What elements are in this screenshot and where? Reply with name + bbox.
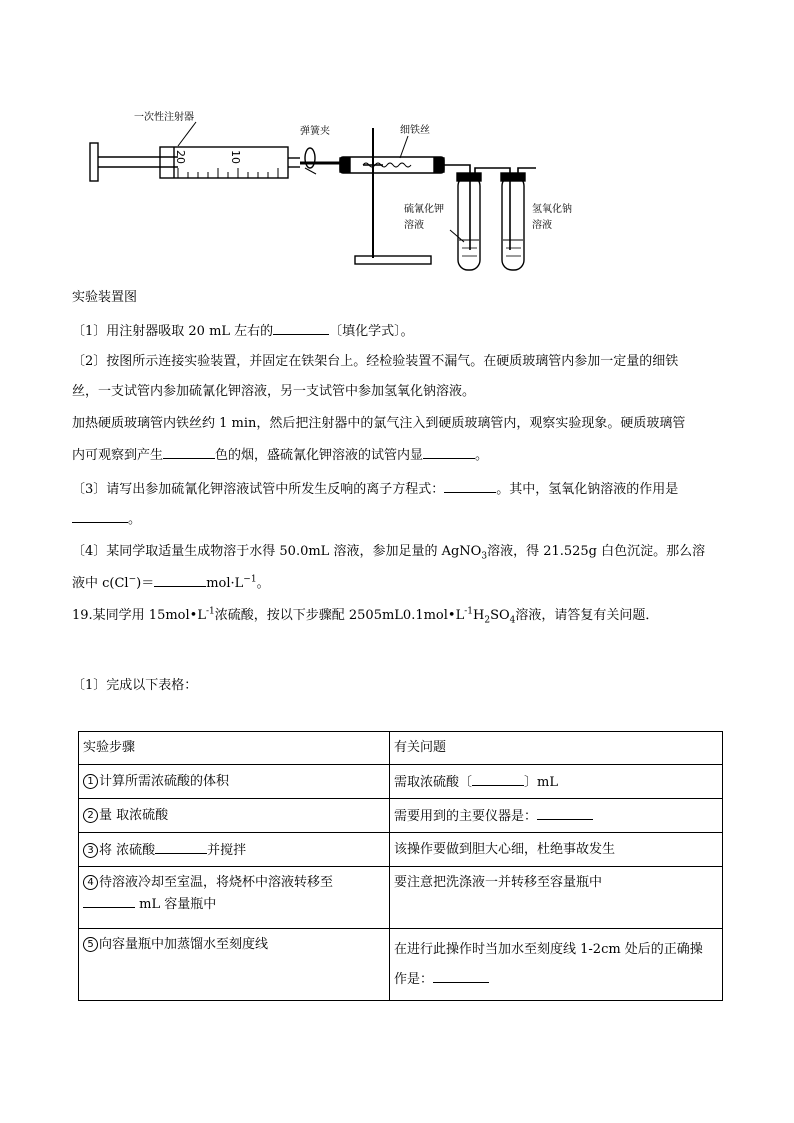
spring-clamp — [305, 148, 315, 168]
table-row — [79, 833, 723, 867]
table-row — [79, 799, 723, 833]
iron-stand-base — [355, 256, 431, 264]
table-row — [79, 867, 723, 929]
question-cell: 在进行此操作时当加水至刻度线 1-2cm 处后的正确操 作是： — [390, 929, 723, 1001]
question-19: 19.某同学用 $15mol•L^{-1}$浓硫酸，按以下步骤配 $2505mL0.1mol•L^{-1}H_2SO_4$溶液，请答复有关问题． — [72, 606, 659, 626]
question-3-line-1: 〔3〕请写出参加硫氰化钾溶液试管中所发生反响的离子方程式： 。其中，氢氧化钠溶液的作用是 — [72, 478, 678, 500]
step-cell: 5 向容量瓶中加蒸馏水至刻度线 — [79, 929, 390, 1001]
experiment-apparatus-figure — [78, 100, 598, 280]
question-cell: 需要用到的主要仪器是： — [390, 799, 723, 833]
question-3-line-2: 。 — [72, 508, 141, 530]
question-cell: 需取浓硫酸〔 〕mL — [390, 765, 723, 799]
header-steps: 实验步骤 — [79, 732, 390, 765]
table-row — [79, 765, 723, 799]
clamp-label: 弹簧夹 — [300, 126, 330, 137]
question-2-line-2: 丝，一支试管内参加硫氰化钾溶液，另一支试管中参加氢氧化钠溶液。 — [72, 384, 476, 399]
step-cell: 2 量 取浓硫酸 — [79, 799, 390, 833]
question-2-line-3: 加热硬质玻璃管内铁丝约 1 min，然后把注射器中的氯气注入到硬质玻璃管内，观察实验现象。硬质玻璃管 — [72, 416, 686, 431]
step-cell: 1 计算所需浓硫酸的体积 — [79, 765, 390, 799]
subquestion-1-title: 〔1〕完成以下表格： — [72, 678, 198, 693]
question-4-line-1: 〔4〕某同学取适量生成物溶于水得 50.0mL 溶液，参加足量的 AgNO$_3$溶液，得 21.525g 白色沉淀。那么溶 — [72, 544, 706, 562]
step-number: 5 — [83, 937, 98, 952]
step-number: 1 — [83, 774, 98, 789]
table-header-row — [79, 732, 723, 765]
question-2-line-1: 〔2〕按图所示连接实验装置，并固定在铁架台上。经检验装置不漏气。在硬质玻璃管内参加一定量的细铁 — [72, 354, 679, 369]
header-questions: 有关问题 — [390, 732, 723, 765]
answer-blank[interactable] — [433, 968, 489, 983]
step-number: 2 — [83, 808, 98, 823]
hard-glass-tube — [340, 157, 444, 173]
step-number: 3 — [83, 843, 98, 858]
scale-label-10: 10 — [229, 150, 242, 164]
syringe-label: 一次性注射器 — [134, 112, 194, 123]
experiment-steps-table — [78, 731, 723, 1001]
kscn-label-line2: 溶液 — [404, 220, 424, 231]
answer-blank[interactable] — [83, 893, 135, 908]
question-2-line-4: 内可观察到产生 色的烟，盛硫氰化钾溶液的试管内显 。 — [72, 444, 488, 466]
answer-blank[interactable] — [444, 478, 496, 493]
syringe-plunger-handle — [90, 143, 98, 181]
answer-blank[interactable] — [537, 805, 593, 820]
naoh-label-line2: 溶液 — [532, 220, 552, 231]
step-cell: 3 将 浓硫酸 并搅拌 — [79, 833, 390, 867]
question-1: 〔1〕用注射器吸取 20 mL 左右的 〔填化学式〕。 — [72, 320, 414, 342]
naoh-label-line1: 氢氧化钠 — [532, 204, 572, 215]
answer-blank[interactable] — [72, 508, 128, 523]
table-row — [79, 929, 723, 1001]
question-cell: 该操作要做到胆大心细，杜绝事故发生 — [390, 833, 723, 867]
question-cell: 要注意把洗涤液一并转移至容量瓶中 — [390, 867, 723, 929]
kscn-label-line1: 硫氰化钾 — [404, 204, 444, 215]
wire-label: 细铁丝 — [400, 125, 430, 136]
step-number: 4 — [83, 875, 98, 890]
step-cell: 4 待溶液冷却至室温，将烧杯中溶液转移至 mL 容量瓶中 — [79, 867, 390, 929]
answer-blank[interactable] — [163, 444, 215, 459]
question-4-line-2: 液中 $c(Cl^-)= mol\cdot L^{-1}$。 — [72, 572, 270, 594]
answer-blank[interactable] — [472, 771, 524, 786]
answer-blank[interactable] — [423, 444, 475, 459]
answer-blank[interactable] — [155, 839, 207, 854]
answer-blank[interactable] — [154, 572, 206, 587]
answer-blank[interactable] — [273, 320, 329, 335]
figure-caption: 实验装置图 — [72, 290, 138, 305]
scale-label-20: 20 — [174, 150, 187, 164]
